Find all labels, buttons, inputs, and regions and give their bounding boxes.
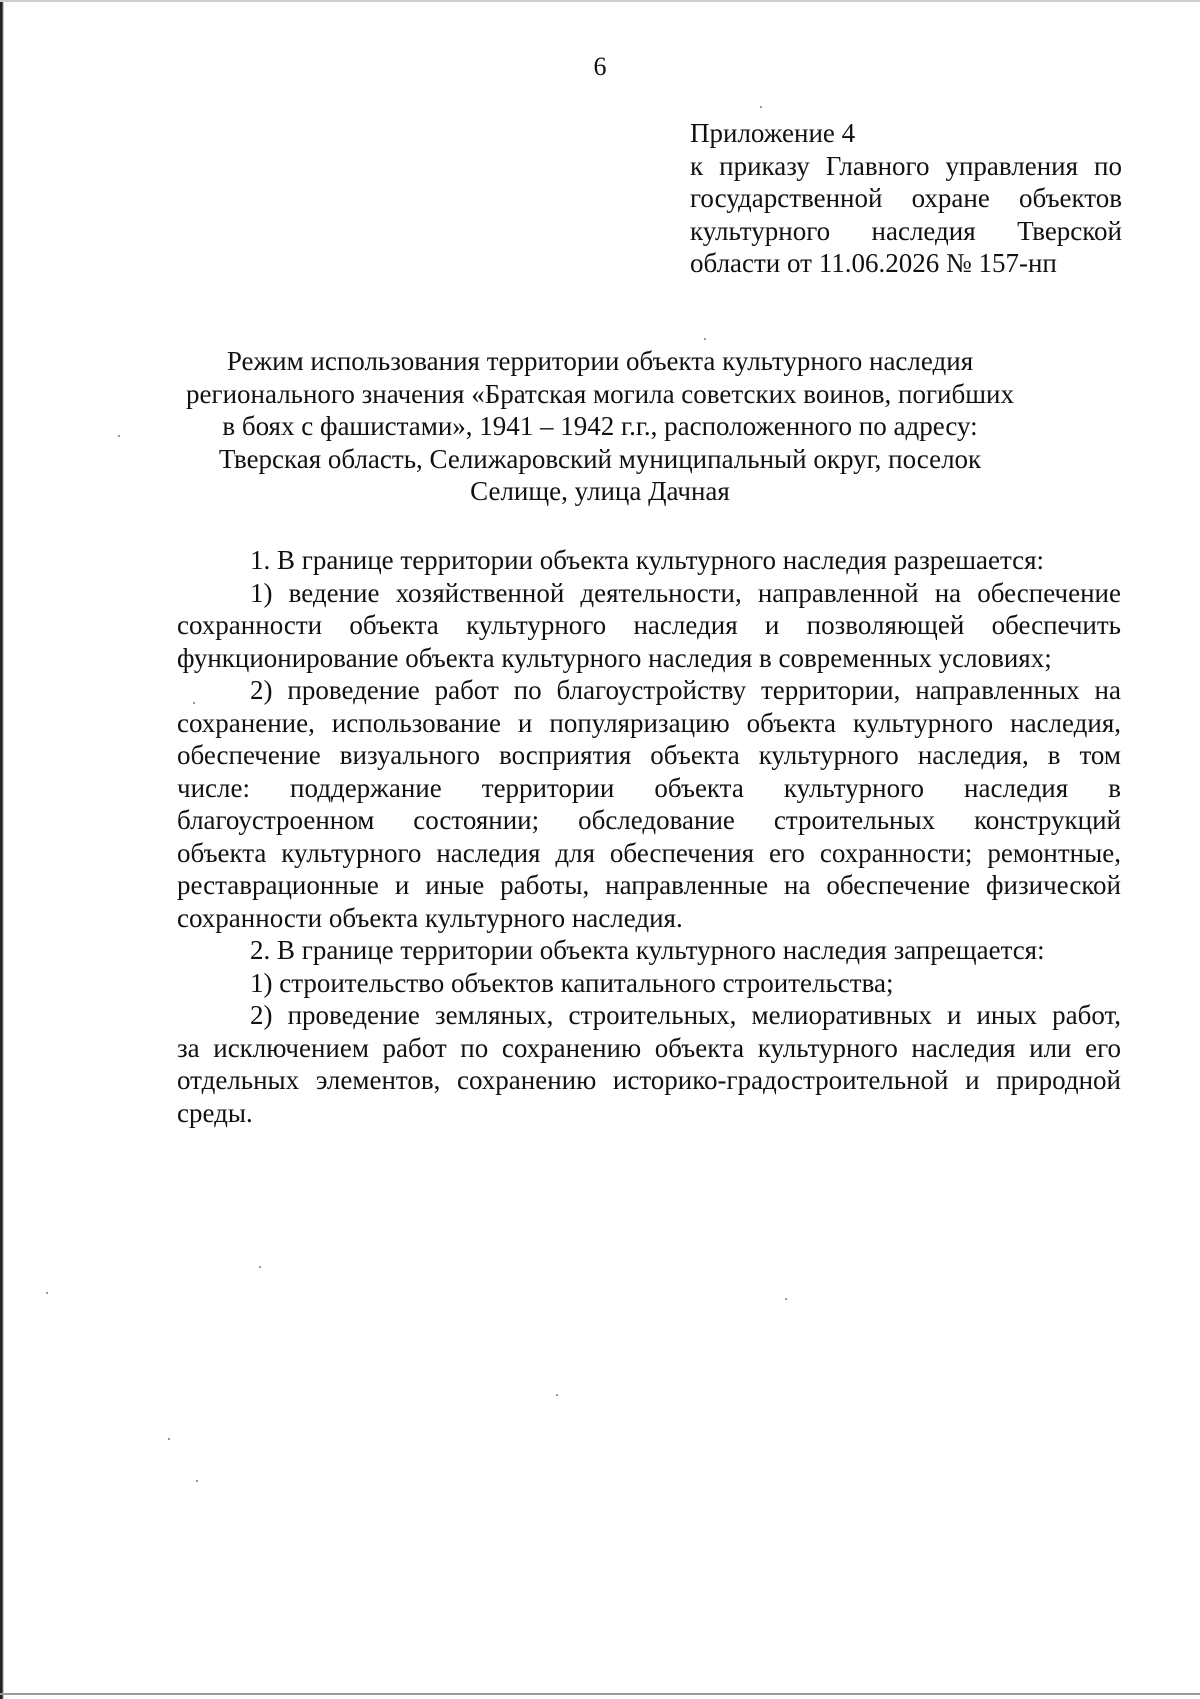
title-line: Тверская область, Селижаровский муниципальный округ, поселок [218, 443, 982, 474]
section-1-item-1-line: 1) ведение хозяйственной деятельности, направленной на обеспечение [250, 577, 1121, 608]
section-1-item-2-line: обеспечение визуального восприятия объекта культурного наследия, в том [177, 740, 1121, 770]
scan-speck [168, 1438, 170, 1440]
section-1-item-2-line: 2) проведение работ по благоустройству территории, направленных на [250, 675, 1121, 705]
appendix-line: Приложение 4 [690, 118, 856, 148]
section-1-item-2-line: числе: поддержание территории объекта культурного наследия в [177, 772, 1121, 803]
appendix-line: к приказу Главного управления по [690, 150, 1122, 181]
section-2-item-2-line: среды. [177, 1097, 253, 1128]
section-1-item-2-line: сохранности объекта культурного наследия. [177, 902, 683, 933]
appendix-reference [690, 117, 1122, 280]
section-2-item-2-line: отдельных элементов, сохранению историко-градостроительной и природной [177, 1065, 1121, 1095]
scan-top-edge [0, 0, 1200, 2]
section-2-item-2-line: за исключением работ по сохранению объекта культурного наследия или его [177, 1032, 1121, 1063]
scan-speck [556, 1394, 558, 1396]
appendix-line: области от 11.06.2026 № 157-нп [690, 248, 1057, 278]
section-1-item-2-line: благоустроенном состоянии; обследование строительных конструкций [177, 805, 1121, 835]
scan-bottom-edge [0, 1693, 1200, 1695]
scan-speck [196, 1480, 198, 1482]
section-1-item-2-line: реставрационные и иные работы, направленные на обеспечение физической [177, 870, 1121, 900]
section-2-item-1-line: 1) строительство объектов капитального строительства; [250, 967, 894, 998]
appendix-line: культурного наследия Тверской [690, 215, 1122, 246]
scan-speck [46, 1292, 48, 1294]
title-line: регионального значения «Братская могила советских воинов, погибших [186, 378, 1014, 409]
section-2-heading: 2. В границе территории объекта культурного наследия запрещается: [250, 935, 1045, 965]
scan-page-edge [0, 0, 4, 1699]
section-2-item-2-line: 2) проведение земляных, строительных, мелиоративных и иных работ, [250, 1000, 1121, 1030]
scan-speck [118, 435, 120, 437]
scan-speck [259, 1266, 261, 1268]
section-1-item-2-line: объекта культурного наследия для обеспечения его сохранности; ремонтные, [177, 837, 1121, 868]
scan-speck [760, 106, 762, 108]
section-1-item-1-line: функционирование объекта культурного наследия в современных условиях; [177, 642, 1052, 673]
document-body [177, 544, 1121, 1129]
title-line: Режим использования территории объекта культурного наследия [226, 346, 974, 376]
section-1-heading: 1. В границе территории объекта культурного наследия разрешается: [250, 545, 1045, 575]
scan-speck [193, 702, 195, 704]
document-title [150, 345, 1050, 508]
section-1-item-1-line: сохранности объекта культурного наследия и позволяющей обеспечить [177, 610, 1121, 640]
title-line: в боях с фашистами», 1941 – 1942 г.г., расположенного по адресу: [222, 411, 978, 442]
scan-speck [785, 1298, 787, 1300]
scan-speck [704, 338, 706, 340]
title-line: Селище, улица Дачная [470, 476, 730, 507]
appendix-line: государственной охране объектов [690, 183, 1122, 213]
section-1-item-2-line: сохранение, использование и популяризацию объекта культурного наследия, [177, 707, 1121, 738]
